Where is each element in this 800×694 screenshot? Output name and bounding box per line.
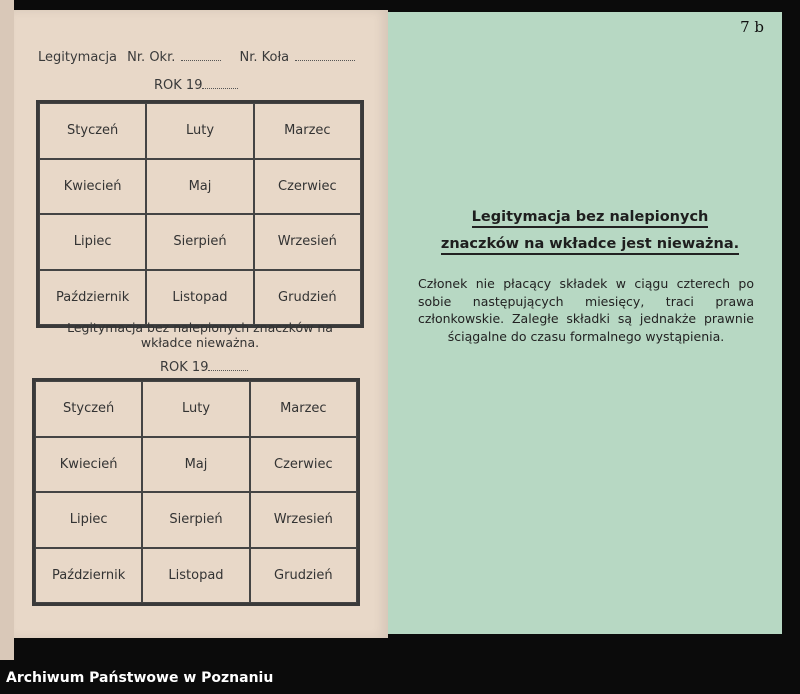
left-note-line-2: wkładce nieważna.: [140, 335, 260, 350]
page-number: 7 b: [740, 18, 764, 36]
month-cell: Grudzień: [254, 270, 361, 326]
year-label-1: [154, 78, 238, 93]
year-label-2-text: ROK 19: [160, 360, 209, 375]
nr-okr-blank: [181, 60, 221, 61]
month-cell: Luty: [146, 103, 253, 159]
nr-kola-blank: [295, 60, 355, 61]
month-cell: Kwiecień: [35, 437, 142, 493]
month-cell: Sierpień: [142, 492, 249, 548]
month-cell: Listopad: [142, 548, 249, 604]
month-cell: Lipiec: [35, 492, 142, 548]
month-cell: Wrzesień: [250, 492, 357, 548]
stamp-grid-1: [36, 100, 364, 328]
header-nr-kola: Nr. Koła: [239, 50, 290, 65]
month-cell: Marzec: [250, 381, 357, 437]
month-cell: Wrzesień: [254, 214, 361, 270]
month-cell: Sierpień: [146, 214, 253, 270]
year-blank-1: [202, 88, 238, 89]
right-title-line-1: Legitymacja bez nalepionych: [472, 209, 709, 228]
month-cell: Lipiec: [39, 214, 146, 270]
month-cell: Listopad: [146, 270, 253, 326]
month-cell: Styczeń: [35, 381, 142, 437]
book-edge: [0, 0, 14, 660]
month-cell: Październik: [39, 270, 146, 326]
right-title: [420, 206, 760, 255]
left-note-line-1: Legitymacja bez nalepionych znaczków na: [67, 320, 333, 335]
month-cell: Maj: [142, 437, 249, 493]
month-cell: Styczeń: [39, 103, 146, 159]
month-cell: Maj: [146, 159, 253, 215]
month-cell: Czerwiec: [254, 159, 361, 215]
year-blank-2: [208, 370, 248, 371]
header-nr-okr: Nr. Okr.: [127, 50, 176, 65]
stamp-grid-2: [32, 378, 360, 606]
right-body-text: Członek nie płacący składek w ciągu czterech po sobie następujących miesięcy, traci prawa członkowskie. Zaległe składki są jednakże prawnie ściągalne do czasu formalnego wystąpienia.: [418, 276, 754, 344]
month-cell: Grudzień: [250, 548, 357, 604]
card-header: [38, 50, 361, 65]
right-title-line-2: znaczków na wkładce jest nieważna.: [441, 236, 739, 255]
month-cell: Luty: [142, 381, 249, 437]
month-cell: Kwiecień: [39, 159, 146, 215]
archive-footer: Archiwum Państwowe w Poznaniu: [6, 670, 274, 686]
header-legitymacja: Legitymacja: [38, 50, 118, 65]
left-note: [40, 320, 360, 350]
year-label-2: [160, 360, 248, 375]
month-cell: Marzec: [254, 103, 361, 159]
month-cell: Czerwiec: [250, 437, 357, 493]
month-cell: Październik: [35, 548, 142, 604]
year-label-1-text: ROK 19: [154, 78, 203, 93]
